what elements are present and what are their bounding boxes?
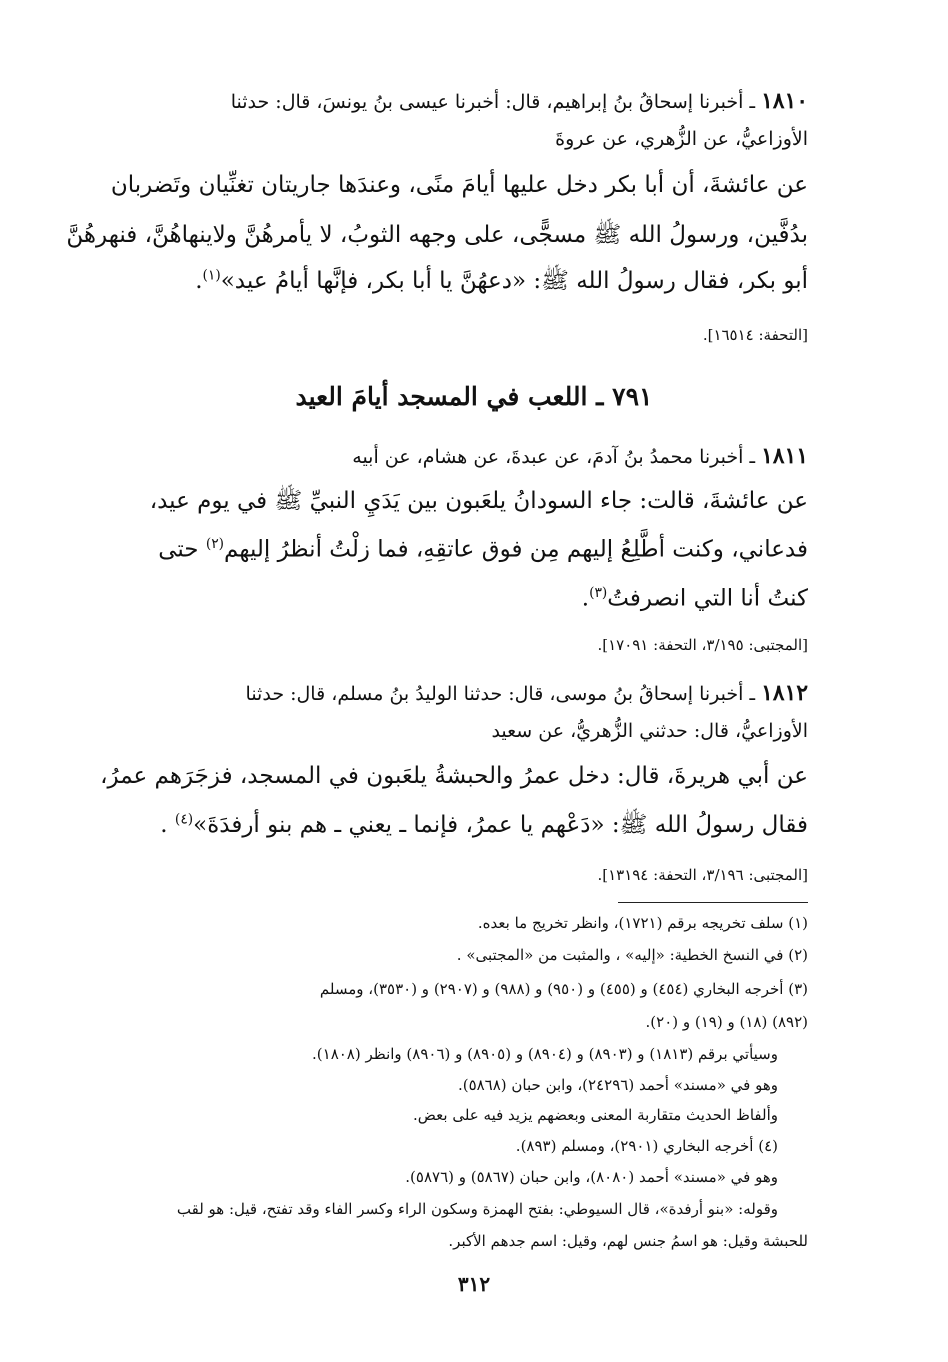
hadith-1810-matn-line-1: عن عائشةَ، أن أبا بكر دخل عليها أيامَ منًى، وعندَها جاريتان تغنِّيان وتَضربان (110, 172, 808, 198)
hadith-1812-reference: [المجتبى: ٣/١٩٦، التحفة: ١٣١٩٤]. (597, 866, 808, 884)
hadith-number: ١٨١٢ (761, 680, 808, 706)
isnad-text: ـ أخبرنا إسحاقُ بنُ إبراهيم، قال: أخبرنا عيسى بنُ يونسَ، قال: حدثنا (230, 91, 756, 113)
footnote-line: (٨٩٢) (١٨) و (١٩) و (٢٠). (645, 1013, 808, 1031)
isnad-text: ـ أخبرنا محمدُ بنُ آدمَ، عن عبدةَ، عن هشام، عن أبيه (352, 446, 756, 468)
footnote-marker: (١) (202, 267, 221, 284)
footnote-marker: (٤) (174, 811, 194, 828)
footnote-line: وهو في «مسند» أحمد (٢٤٢٩٦)، وابن حبان (٥٨٦٨). (457, 1076, 778, 1094)
footnote-line: (٤) أخرجه البخاري (٢٩٠١)، ومسلم (٨٩٣). (515, 1137, 778, 1155)
hadith-1812-isnad-cont: الأوزاعيُّ، قال: حدثني الزُّهريُّ، عن سعيد (491, 720, 808, 742)
hadith-1810-isnad (0, 88, 808, 114)
hadith-1812-matn-line-2: فقال رسولُ الله ﷺ: «دَعْهم يا عمرُ، فإنما ـ يعني ـ هم بنو أرفدَةَ»$^{(٤)}$ . (160, 811, 808, 838)
isnad-text: ـ أخبرنا إسحاقُ بنُ موسى، قال: حدثنا الوليدُ بنُ مسلم، قال: حدثنا (245, 683, 756, 705)
matn-text: أبو بكر، فقال رسولُ الله ﷺ: «دعهُنَّ يا أبا بكر، فإنَّها أيامُ عيد» (220, 268, 808, 294)
chapter-title: ٧٩١ ـ اللعب في المسجد أيامَ العيد (295, 382, 653, 411)
hadith-1812-isnad (0, 680, 808, 706)
hadith-1810-reference: [التحفة: ١٦٥١٤]. (702, 326, 808, 344)
footnote-line: (٣) أخرجه البخاري (٤٥٤) و (٤٥٥) و (٩٥٠) و (٩٨٨) و (٢٩٠٧) و (٣٥٣٠)، ومسلم (319, 980, 808, 998)
footnote-line: (١) سلف تخريجه برقم (١٧٢١)، وانظر تخريج ما بعده. (477, 914, 808, 932)
footnote-marker: (٢) (205, 536, 225, 552)
hadith-number: ١٨١١ (761, 443, 808, 469)
hadith-1812-matn-line-1: عن أبي هريرةَ، قال: دخل عمرُ والحبشةُ يلعَبون في المسجد، فزجَرَهم عمرُ، (100, 763, 808, 789)
matn-text: فدعاني، وكنت أطَّلِعُ إليهم مِن فوق عاتقِهِ، فما زلْتُ أنظرُ إليهم (224, 536, 808, 563)
hadith-1811-isnad (0, 443, 808, 469)
page-number: ٣١٢ (457, 1272, 491, 1296)
footnote-line: (٢) في النسخ الخطية: «إليه» ، والمثبت من «المجتبى» . (456, 946, 808, 964)
hadith-1810-isnad-cont: الأوزاعيُّ، عن الزُّهري، عن عروةَ (555, 128, 808, 150)
footnote-line: وهو في «مسند» أحمد (٨٠٨٠)، وابن حبان (٥٨٦٧) و (٥٨٧٦). (405, 1168, 778, 1186)
hadith-1810-matn-line-2: بدُفَّين، ورسولُ الله ﷺ مسجًّى، على وجهه الثوبُ، لا يأمرهُنَّ ولاينهاهُنَّ، فنهرهُنَّ (66, 222, 808, 248)
matn-text: حتى (158, 536, 199, 563)
footnote-line: وألفاظ الحديث متقاربة المعنى وبعضهم يزيد فيه على بعض. (413, 1106, 778, 1124)
hadith-1811-matn-line-2 (0, 536, 808, 563)
footnote-line: للحبشة وقيل: هو اسمُ جنس لهم، وقيل: اسم جدهم الأكبر. (448, 1232, 808, 1250)
footnote-line: وسيأتي برقم (١٨١٣) و (٨٩٠٣) و (٨٩٠٤) و (٨٩٠٥) و (٨٩٠٦) وانظر (١٨٠٨). (312, 1045, 778, 1063)
footnote-marker: (٣) (589, 585, 608, 601)
footnote-separator (618, 902, 808, 903)
matn-text: كنتُ أنا التي انصرفتُ (607, 585, 808, 612)
hadith-1811-matn-line-1: عن عائشةَ، قالت: جاء السودانُ يلعَبون بين يَدَيِ النبيِّ ﷺ في يوم عيد، (149, 488, 808, 514)
hadith-1811-reference: [المجتبى: ٣/١٩٥، التحفة: ١٧٠٩١]. (597, 636, 808, 654)
hadith-number: ١٨١٠ (761, 88, 808, 114)
hadith-1811-matn-line-3: كنتُ أنا التي انصرفتُ$^{(٣)}$. (581, 585, 808, 612)
footnote-line: وقوله: «بنو أرفدة»، قال السيوطي: بفتح الهمزة وسكون الراء وكسر الفاء وقد تفتح، قيل: هو لقب (176, 1200, 778, 1218)
matn-text: فقال رسولُ الله ﷺ: «دَعْهم يا عمرُ، فإنما ـ يعني ـ هم بنو أرفدَةَ» (193, 812, 808, 838)
hadith-1810-matn-line-3: أبو بكر، فقال رسولُ الله ﷺ: «دعهُنَّ يا أبا بكر، فإنَّها أيامُ عيد»$^{(١)}$. (195, 267, 808, 294)
